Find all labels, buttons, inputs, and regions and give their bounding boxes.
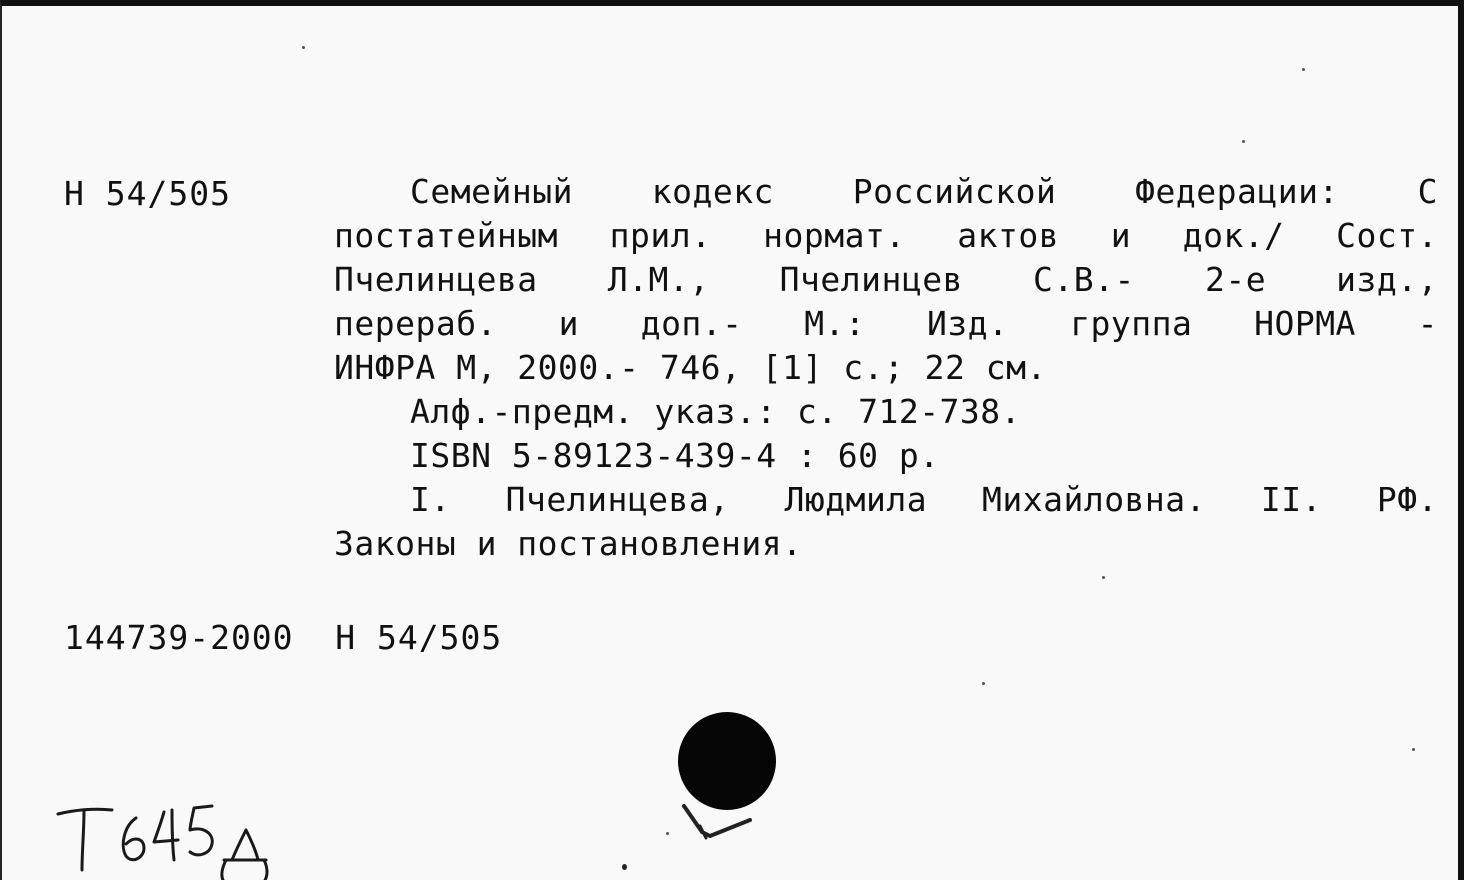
title-line-2: постатейным прил. нормат. актов и док./ Сост. — [334, 216, 1438, 255]
punch-hole — [678, 712, 776, 810]
accession-line: 144739-2000 Н 54/505 — [64, 618, 503, 657]
shelfmark: Н 54/505 — [64, 174, 231, 213]
scan-speck — [302, 46, 305, 49]
index-note: Алф.-предм. указ.: с. 712-738. — [410, 392, 1022, 431]
title-line-5: ИНФРА М, 2000.- 746, [1] с.; 22 см. — [334, 348, 1047, 387]
isbn-line: ISBN 5-89123-439-4 : 60 р. — [410, 436, 940, 475]
bibliographic-description — [334, 170, 1438, 566]
check-mark-icon — [680, 798, 760, 848]
tracings-line-2: Законы и постановления. — [334, 524, 803, 563]
scan-speck — [1302, 68, 1305, 71]
scan-speck — [982, 682, 985, 685]
title-line-4: перераб. и доп.- М.: Изд. группа НОРМА - — [334, 304, 1438, 343]
scan-speck — [666, 832, 669, 835]
scan-speck — [1102, 576, 1105, 579]
scan-speck — [1412, 748, 1415, 751]
handwritten-mark — [54, 796, 284, 880]
title-line-1: Семейный кодекс Российской Федерации: С — [410, 172, 1438, 211]
scan-speck — [622, 864, 627, 870]
title-line-3: Пчелинцева Л.М., Пчелинцев С.В.- 2-е изд., — [334, 260, 1438, 299]
tracings-line-1: I. Пчелинцева, Людмила Михайловна. II. РФ. — [410, 480, 1438, 519]
scan-speck — [1242, 140, 1245, 143]
